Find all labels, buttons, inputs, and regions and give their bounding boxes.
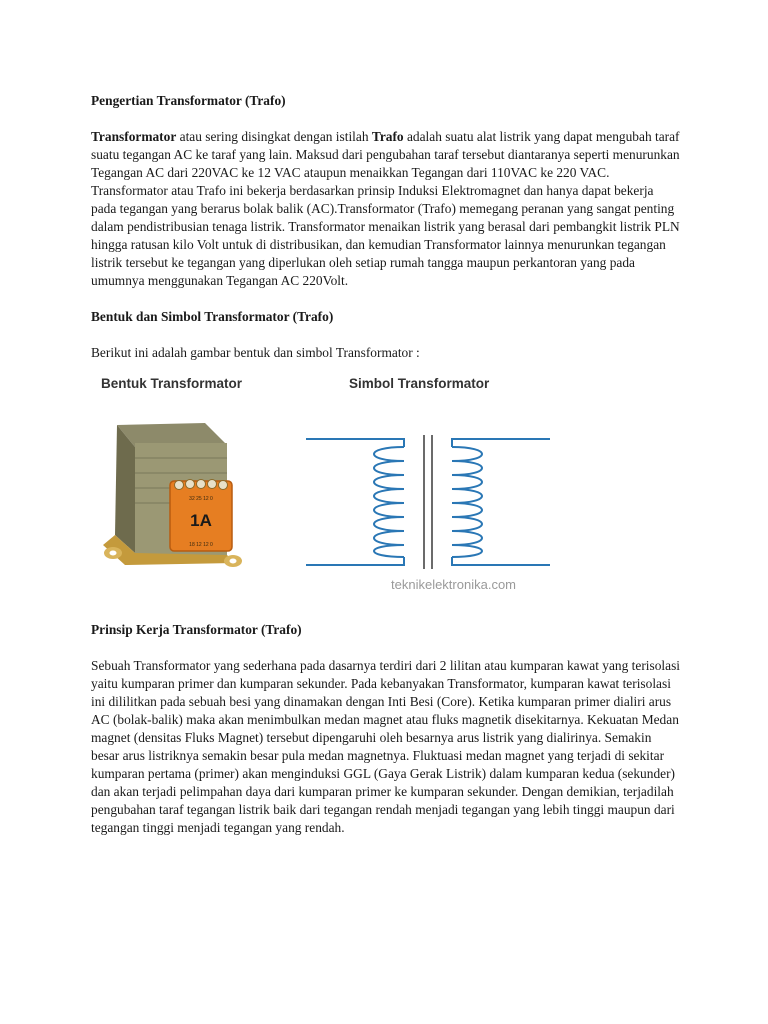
document-body [91, 92, 681, 837]
watermark-text: teknikelektronika.com [391, 577, 516, 592]
transformer-rating-label: 1A [190, 511, 212, 530]
paragraph-intro-figure: Berikut ini adalah gambar bentuk dan simbol Transformator : [91, 345, 420, 360]
transformer-photo-icon [95, 403, 245, 583]
transformer-top-label: 32 25 12 0 [189, 496, 213, 502]
heading-pengertian: Pengertian Transformator (Trafo) [91, 93, 286, 108]
heading-bentuk-simbol: Bentuk dan Simbol Transformator (Trafo) [91, 309, 334, 324]
figure-title-bentuk: Bentuk Transformator [101, 376, 243, 391]
text-fragment: adalah suatu alat listrik yang dapat mengubah taraf suatu tegangan AC ke taraf yang lain. Maksud dari pengubahan taraf tersebut diantaranya seperti menurunkan Tegangan AC dari 220VAC ke 12 VAC ataupun menaikkan Tegangan dari 110VAC ke 220 VAC. Transformator atau Trafo ini bekerja berdasarkan prinsip Induksi Elektromagnet dan hanya dapat bekerja pada tegangan yang berarus bolak balik (AC).Transformator (Trafo) memegang peranan yang sangat penting dalam pendistribusian tenaga listrik. Transformator menaikan listrik yang berasal dari pembangkit listrik PLN hingga ratusan kilo Volt untuk di distribusikan, dan kemudian Transformator lainnya menurunkan tegangan listrik tersebut ke tegangan yang diperlukan oleh setiap rumah tangga maupun perkantoran yang pada umumnya menggunakan Tegangan AC 220Volt. [91, 129, 680, 288]
transformer-bottom-label: 18 12 12 0 [189, 542, 213, 548]
paragraph-pengertian [91, 128, 681, 290]
transformer-symbol-icon [304, 431, 554, 577]
heading-prinsip-kerja: Prinsip Kerja Transformator (Trafo) [91, 622, 302, 637]
bold-transformator: Transformator [91, 129, 177, 144]
bold-trafo: Trafo [371, 129, 404, 144]
figure-title-simbol: Simbol Transformator [349, 376, 490, 391]
text-fragment: atau sering disingkat dengan istilah [176, 129, 372, 144]
paragraph-prinsip-kerja: Sebuah Transformator yang sederhana pada dasarnya terdiri dari 2 lilitan atau kumparan kawat yang terisolasi yaitu kumparan primer dan kumparan sekunder. Pada kebanyakan Transformator, kumparan kawat terisolasi ini dililitkan pada sebuah besi yang dinamakan dengan Inti Besi (Core). Ketika kumparan primer dialiri arus AC (bolak-balik) maka akan menimbulkan medan magnet atau fluks magnetik disekitarnya. Kekuatan Medan magnet (densitas Fluks Magnet) tersebut dipengaruhi oleh besarnya arus listrik yang dialirinya. Semakin besar arus listriknya semakin besar pula medan magnetnya. Fluktuasi medan magnet yang terjadi di sekitar kumparan pertama (primer) akan menginduksi GGL (Gaya Gerak Listrik) dalam kumparan kedua (sekunder) dan akan terjadi pelimpahan daya dari kumparan primer ke kumparan sekunder. Dengan demikian, terjadilah pengubahan taraf tegangan listrik baik dari tegangan rendah menjadi tegangan yang lebih tinggi maupun dari tegangan tinggi menjadi tegangan yang rendah. [91, 658, 680, 835]
transformer-figure [91, 375, 561, 607]
